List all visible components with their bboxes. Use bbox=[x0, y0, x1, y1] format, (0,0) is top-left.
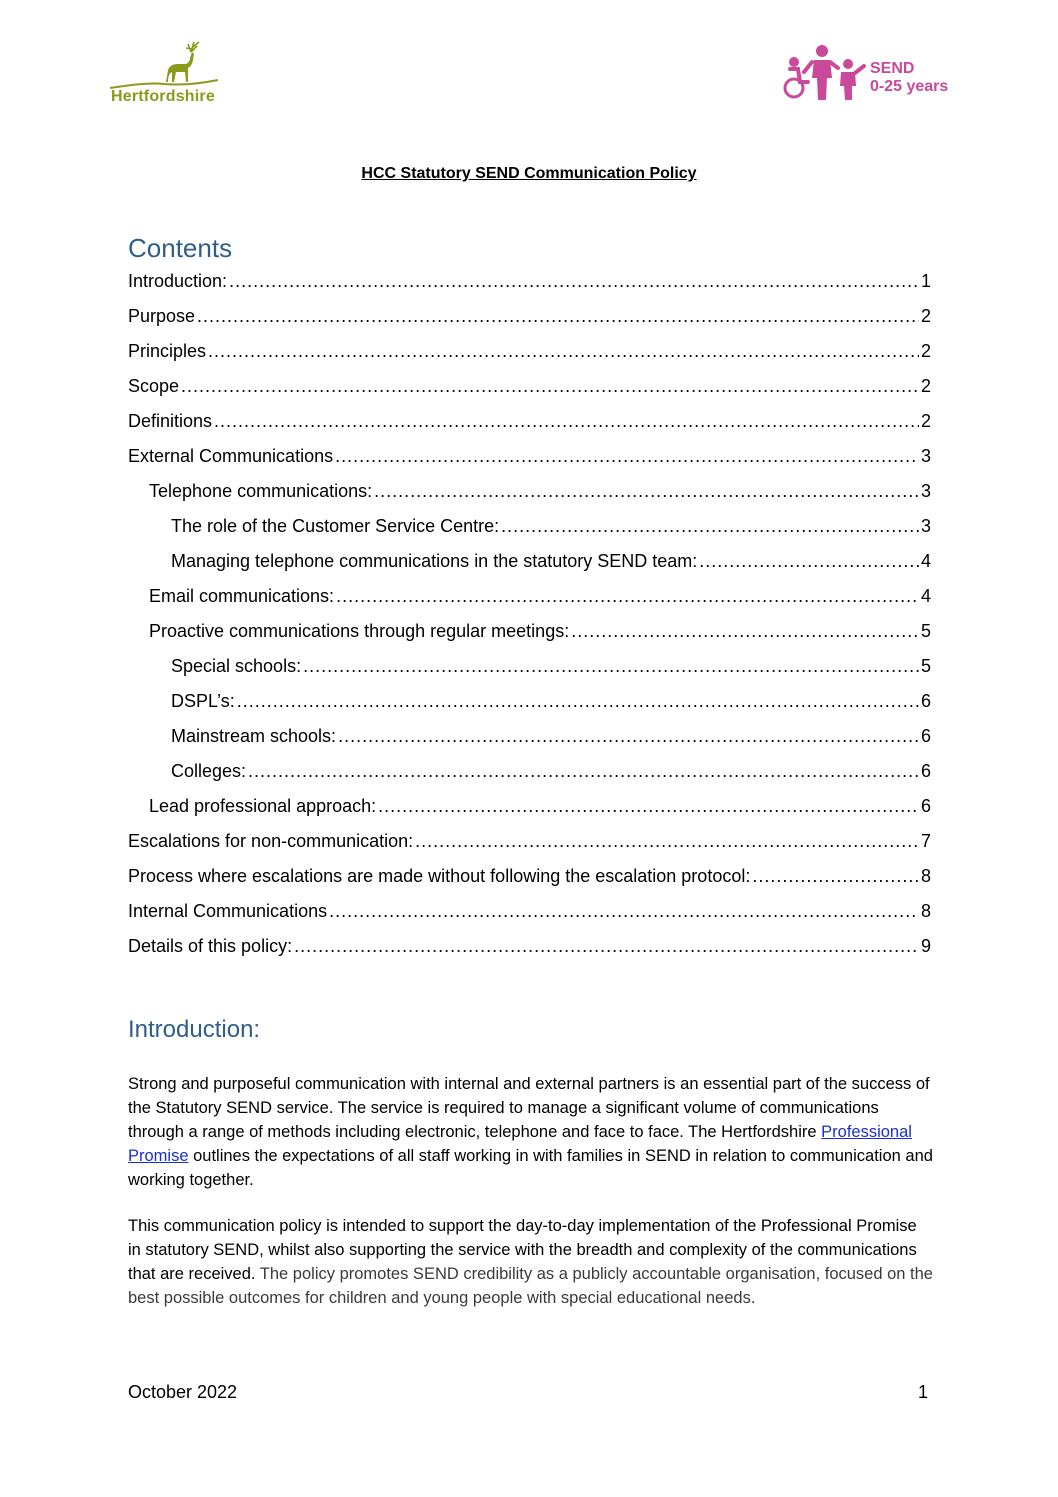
toc-leader-dots bbox=[752, 863, 919, 889]
send-logo-line1: SEND bbox=[870, 60, 915, 77]
toc-entry[interactable] bbox=[128, 478, 931, 513]
toc-entry-page: 6 bbox=[920, 796, 931, 816]
toc-entry-page: 7 bbox=[920, 831, 931, 851]
toc-entry-label: Details of this policy: bbox=[128, 936, 293, 956]
toc-entry[interactable] bbox=[128, 863, 931, 898]
toc-entry-label: Lead professional approach: bbox=[149, 796, 377, 816]
toc-leader-dots bbox=[335, 443, 919, 469]
toc-entry[interactable] bbox=[128, 408, 931, 443]
stag-icon bbox=[108, 40, 220, 92]
introduction-heading: Introduction: bbox=[128, 1016, 261, 1043]
toc-entry-label: Managing telephone communications in the statutory SEND team: bbox=[171, 551, 698, 571]
toc-leader-dots bbox=[571, 618, 919, 644]
introduction-paragraph-2 bbox=[128, 1214, 933, 1310]
toc-entry-page: 2 bbox=[920, 376, 931, 396]
toc-entry[interactable] bbox=[128, 793, 931, 828]
toc-entry-page: 8 bbox=[920, 901, 931, 921]
document-title: HCC Statutory SEND Communication Policy bbox=[361, 165, 697, 182]
hertfordshire-logo bbox=[108, 40, 220, 110]
toc-entry-label: Scope bbox=[128, 376, 180, 396]
toc-leader-dots bbox=[248, 758, 919, 784]
toc-leader-dots bbox=[415, 828, 919, 854]
toc-entry-page: 2 bbox=[920, 341, 931, 361]
introduction-paragraph-1 bbox=[128, 1072, 933, 1192]
toc-leader-dots bbox=[229, 268, 919, 294]
toc-entry-page: 3 bbox=[920, 481, 931, 501]
toc-entry-page: 6 bbox=[920, 691, 931, 711]
toc-entry-label: The role of the Customer Service Centre: bbox=[171, 516, 500, 536]
toc-entry-page: 5 bbox=[920, 656, 931, 676]
table-of-contents bbox=[128, 268, 931, 968]
toc-entry-label: Purpose bbox=[128, 306, 196, 326]
para1-text-start: Strong and purposeful communication with internal and external partners is an essential part of the success of the Statutory SEND service. The service is required to manage a significant volume of communications through a range of methods including electronic, telephone and face to face. The Hertfordshire bbox=[128, 1075, 930, 1141]
send-logo-line2: 0-25 years bbox=[870, 78, 949, 95]
toc-entry-label: Colleges: bbox=[171, 761, 247, 781]
para1-text-end: outlines the expectations of all staff working in with families in SEND in relation to communication and working together. bbox=[128, 1147, 933, 1189]
send-logo bbox=[780, 42, 970, 104]
para2-text-main: This communication policy is intended to support the day-to-day implementation of the Professional Promise in statutory SEND, whilst also supporting the service with the breadth and complexity of the communications that are received. bbox=[128, 1217, 917, 1283]
toc-leader-dots bbox=[237, 688, 919, 714]
toc-entry[interactable] bbox=[128, 303, 931, 338]
toc-entry-label: Internal Communications bbox=[128, 901, 328, 921]
toc-entry[interactable] bbox=[128, 583, 931, 618]
toc-leader-dots bbox=[699, 548, 919, 574]
toc-leader-dots bbox=[338, 723, 919, 749]
toc-entry-page: 4 bbox=[920, 586, 931, 606]
toc-entry-page: 3 bbox=[920, 446, 931, 466]
toc-leader-dots bbox=[329, 898, 919, 924]
toc-entry-page: 5 bbox=[920, 621, 931, 641]
toc-entry[interactable] bbox=[128, 268, 931, 303]
toc-entry-label: Telephone communications: bbox=[149, 481, 373, 501]
toc-entry-page: 6 bbox=[920, 726, 931, 746]
toc-entry[interactable] bbox=[128, 828, 931, 863]
toc-entry-label: Email communications: bbox=[149, 586, 335, 606]
toc-entry[interactable] bbox=[128, 338, 931, 373]
toc-leader-dots bbox=[214, 408, 919, 434]
footer-page-number: 1 bbox=[918, 1382, 929, 1402]
toc-entry[interactable] bbox=[128, 443, 931, 478]
toc-leader-dots bbox=[336, 583, 919, 609]
toc-entry[interactable] bbox=[128, 653, 931, 688]
toc-entry-page: 2 bbox=[920, 411, 931, 431]
toc-entry-label: Definitions bbox=[128, 411, 213, 431]
toc-entry[interactable] bbox=[128, 758, 931, 793]
toc-entry[interactable] bbox=[128, 548, 931, 583]
toc-entry[interactable] bbox=[128, 688, 931, 723]
toc-leader-dots bbox=[374, 478, 919, 504]
toc-entry[interactable] bbox=[128, 723, 931, 758]
contents-heading: Contents bbox=[128, 233, 233, 263]
toc-leader-dots bbox=[501, 513, 919, 539]
hertfordshire-logo-text: Hertfordshire bbox=[111, 88, 215, 105]
toc-entry-page: 1 bbox=[920, 271, 931, 291]
toc-entry-page: 2 bbox=[920, 306, 931, 326]
toc-entry-page: 8 bbox=[920, 866, 931, 886]
toc-entry[interactable] bbox=[128, 373, 931, 408]
toc-entry-label: Special schools: bbox=[171, 656, 302, 676]
toc-entry[interactable] bbox=[128, 513, 931, 548]
toc-entry-label: Proactive communications through regular meetings: bbox=[149, 621, 570, 641]
toc-entry-label: Introduction: bbox=[128, 271, 228, 291]
toc-leader-dots bbox=[197, 303, 919, 329]
professional-promise-link[interactable]: Professional Promise bbox=[128, 1123, 912, 1165]
toc-leader-dots bbox=[378, 793, 919, 819]
toc-entry-label: Process where escalations are made without following the escalation protocol: bbox=[128, 866, 751, 886]
toc-entry[interactable] bbox=[128, 898, 931, 933]
toc-entry-label: Mainstream schools: bbox=[171, 726, 337, 746]
toc-entry[interactable] bbox=[128, 933, 931, 968]
toc-leader-dots bbox=[294, 933, 919, 959]
toc-leader-dots bbox=[181, 373, 919, 399]
toc-entry-label: Principles bbox=[128, 341, 207, 361]
send-logo-text bbox=[870, 60, 948, 96]
toc-leader-dots bbox=[303, 653, 919, 679]
toc-entry-page: 3 bbox=[920, 516, 931, 536]
toc-entry-page: 6 bbox=[920, 761, 931, 781]
toc-entry-label: Escalations for non-communication: bbox=[128, 831, 414, 851]
toc-entry-page: 4 bbox=[920, 551, 931, 571]
toc-entry-label: DSPL’s: bbox=[171, 691, 235, 711]
toc-entry-label: External Communications bbox=[128, 446, 334, 466]
toc-leader-dots bbox=[208, 338, 919, 364]
footer-date: October 2022 bbox=[128, 1382, 238, 1402]
toc-entry-page: 9 bbox=[920, 936, 931, 956]
send-figures-icon bbox=[780, 42, 868, 104]
toc-entry[interactable] bbox=[128, 618, 931, 653]
para2-text-grey: The policy promotes SEND credibility as a publicly accountable organisation, focused on the best possible outcomes for children and young people with special educational needs. bbox=[128, 1265, 933, 1307]
